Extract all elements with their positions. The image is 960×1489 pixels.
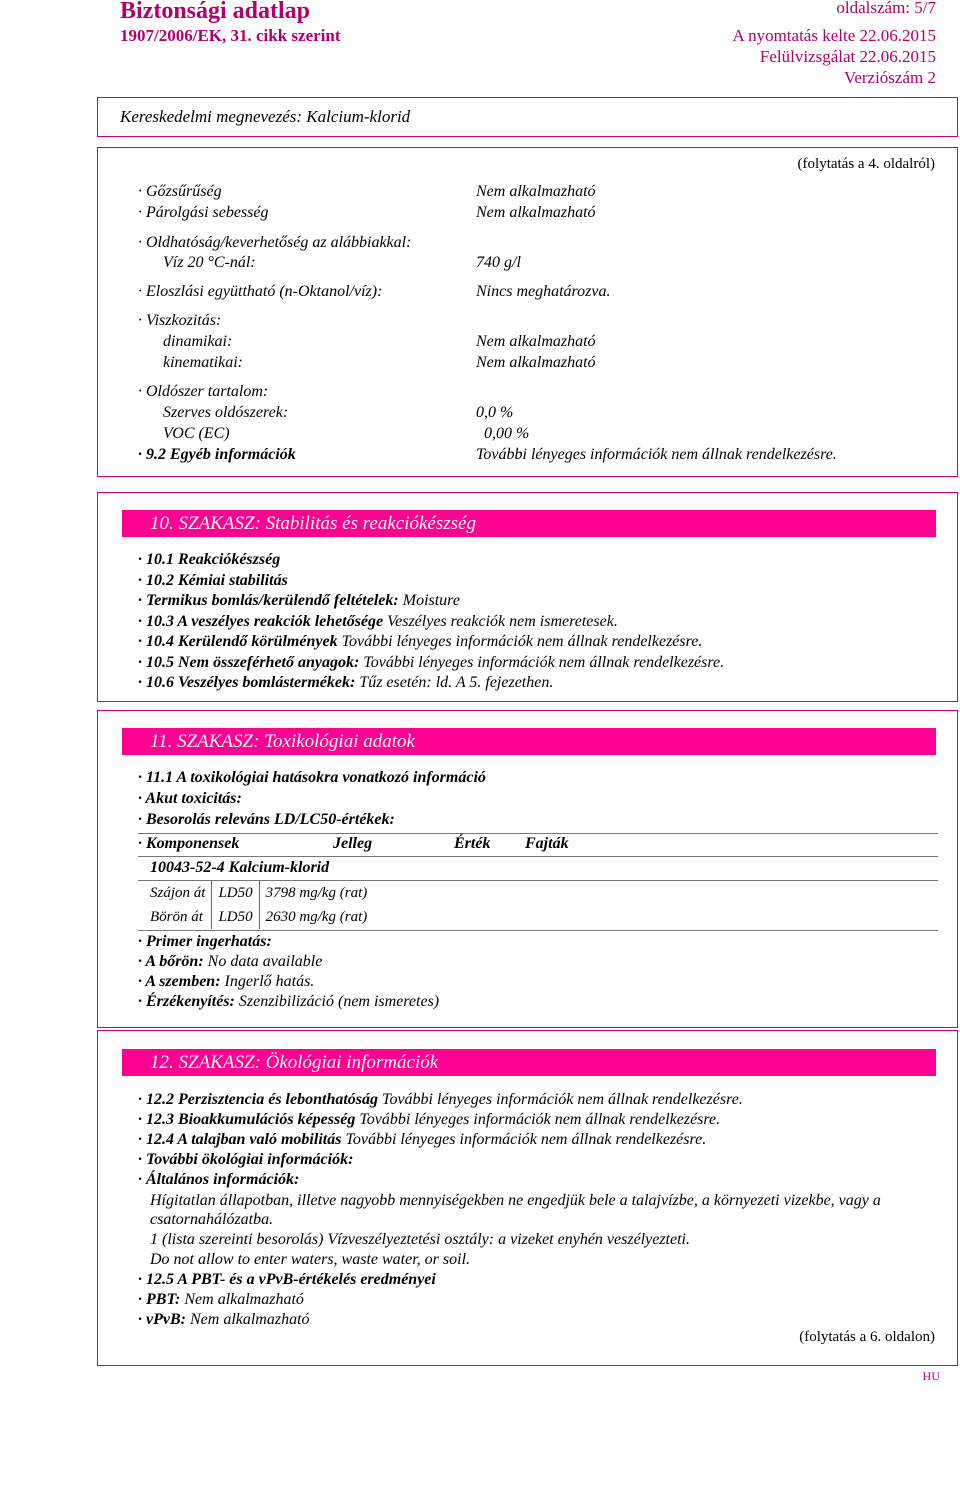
section10-line-value: Moisture xyxy=(398,592,460,609)
document-title: Biztonsági adatlap xyxy=(120,0,311,24)
section10-line-label: · 10.3 A veszélyes reakciók lehetősége xyxy=(138,612,384,630)
section10-line xyxy=(138,592,460,610)
section10-line-label: · 10.4 Kerülendő körülmények xyxy=(138,633,338,650)
table-header-type: Jelleg xyxy=(333,835,373,852)
table-bottom-rule xyxy=(138,930,938,931)
skin-label: · A bőrön: xyxy=(138,953,204,970)
table-header-rule xyxy=(138,856,938,857)
page-number: oldalszám: 5/7 xyxy=(836,0,936,17)
section10-line xyxy=(138,654,724,672)
organic-solvent-value: 0,0 % xyxy=(476,404,514,421)
table-header-components: · Komponensek xyxy=(138,835,240,852)
table-row xyxy=(150,881,373,905)
pbt-assessment-label: · 12.5 A PBT- és a vPvB-értékelés eredményei xyxy=(138,1271,436,1288)
section10-line xyxy=(138,551,280,569)
bioaccumulation-line xyxy=(138,1111,720,1129)
pbt-label: · PBT: xyxy=(138,1291,181,1308)
language-code: HU xyxy=(922,1369,940,1383)
vapour-density-label: · Gőzsűrűség xyxy=(138,183,222,200)
table-header-species: Fajták xyxy=(525,835,569,852)
sensitisation-line xyxy=(138,993,439,1011)
section10-box xyxy=(97,492,958,702)
persistence-line xyxy=(138,1091,743,1109)
persistence-value: További lényeges információk nem állnak rendelkezésre. xyxy=(378,1091,743,1108)
toxicity-table xyxy=(150,881,373,929)
other-info-value: További lényeges információk nem állnak rendelkezésre. xyxy=(476,446,837,463)
kinematic-label: kinematikai: xyxy=(163,354,243,371)
dynamic-label: dinamikai: xyxy=(163,333,233,350)
ld-values-label: · Besorolás releváns LD/LC50-értékek: xyxy=(138,811,395,828)
trade-name-box xyxy=(97,97,958,137)
voc-label: VOC (EC) xyxy=(163,425,230,442)
section10-line-value: További lényeges információk nem állnak rendelkezésre. xyxy=(337,633,703,650)
section10-line-label: · 10.1 Reakciókészség xyxy=(138,551,281,568)
primary-irritation-label: · Primer ingerhatás: xyxy=(138,933,272,950)
solubility-label: · Oldhatóság/keverhetőség az alábbiakkal: xyxy=(138,234,412,251)
section12-box xyxy=(97,1030,958,1366)
section9-box xyxy=(97,147,958,477)
skin-line xyxy=(138,953,322,971)
section12-title: 12. SZAKASZ: Ökológiai információk xyxy=(122,1049,936,1076)
section10-line xyxy=(138,613,618,631)
section10-line xyxy=(138,674,553,692)
continued-on: (folytatás a 6. oldalon) xyxy=(799,1329,935,1345)
section10-line-label: · Termikus bomlás/kerülendő feltételek: xyxy=(138,592,399,609)
section10-line xyxy=(138,633,702,651)
evaporation-value: Nem alkalmazható xyxy=(476,204,596,221)
eye-line xyxy=(138,973,314,991)
tox-info-label: · 11.1 A toxikológiai hatásokra vonatkozó információ xyxy=(138,769,486,786)
component-name: 10043-52-4 Kalcium-klorid xyxy=(150,859,330,876)
section10-line-value: Tűz esetén: ld. A 5. fejezethen. xyxy=(355,674,554,691)
acute-toxicity-label: · Akut toxicitás: xyxy=(138,790,242,807)
continued-from: (folytatás a 4. oldalról) xyxy=(797,156,935,172)
general-info-text-2: 1 (lista szereinti besorolás) Vízveszélyeztetési osztály: a vizeket enyhén veszélyezteti. xyxy=(150,1231,690,1248)
section10-line-label: · 10.5 Nem összeférhető anyagok: xyxy=(138,653,360,671)
evaporation-label: · Párolgási sebesség xyxy=(138,204,269,221)
pbt-line xyxy=(138,1291,304,1309)
voc-value: 0,00 % xyxy=(484,425,530,442)
mobility-label: · 12.4 A talajban való mobilitás xyxy=(138,1131,342,1148)
further-eco-label: · További ökológiai információk: xyxy=(138,1151,354,1168)
general-info-label: · Általános információk: xyxy=(138,1171,300,1188)
partition-label: · Eloszlási együttható (n-Oktanol/víz): xyxy=(138,283,383,300)
route-cell: Szájon át xyxy=(150,881,212,905)
solvent-label: · Oldószer tartalom: xyxy=(138,383,269,400)
vapour-density-value: Nem alkalmazható xyxy=(476,183,596,200)
eye-label: · A szemben: xyxy=(138,973,221,990)
water-value: 740 g/l xyxy=(476,254,521,271)
value-cell: 3798 mg/kg (rat) xyxy=(265,884,368,901)
viscosity-label: · Viszkozitás: xyxy=(138,312,222,329)
section10-line xyxy=(138,572,288,590)
type-cell: LD50 xyxy=(212,905,259,929)
version-number: Verziószám 2 xyxy=(843,68,936,87)
print-date: A nyomtatás kelte 22.06.2015 xyxy=(732,26,936,45)
dynamic-value: Nem alkalmazható xyxy=(476,333,596,350)
section10-line-label: · 10.2 Kémiai stabilitás xyxy=(138,571,288,589)
general-info-text-1: Hígitatlan állapotban, illetve nagyobb mennyiségekben ne engedjük bele a talajvízbe, a környezeti vizekbe, vagy a csatornahálózatba. xyxy=(150,1192,881,1228)
other-info-label: · 9.2 Egyéb információk xyxy=(138,446,296,463)
section10-line-label: · 10.6 Veszélyes bomlástermékek: xyxy=(138,674,356,691)
vpvb-line xyxy=(138,1311,310,1329)
bioaccumulation-value: További lényeges információk nem állnak rendelkezésre. xyxy=(355,1111,721,1128)
value-cell: 2630 mg/kg (rat) xyxy=(265,908,368,925)
regulation-reference: 1907/2006/EK, 31. cikk szerint xyxy=(120,26,341,45)
table-row xyxy=(150,905,373,929)
section11-box xyxy=(97,710,958,1028)
trade-name: Kereskedelmi megnevezés: Kalcium-klorid xyxy=(120,107,411,126)
pbt-value: Nem alkalmazható xyxy=(180,1291,304,1308)
table-header-value: Érték xyxy=(454,835,491,852)
vpvb-label: · vPvB: xyxy=(138,1311,186,1328)
section10-line-value: Veszélyes reakciók nem ismeretesek. xyxy=(383,612,618,630)
water-label: Víz 20 °C-nál: xyxy=(163,254,256,271)
sensitisation-value: Szenzibilizáció (nem ismeretes) xyxy=(234,993,440,1010)
section11-title: 11. SZAKASZ: Toxikológiai adatok xyxy=(122,728,936,755)
organic-solvent-label: Szerves oldószerek: xyxy=(163,404,289,421)
bioaccumulation-label: · 12.3 Bioakkumulációs képesség xyxy=(138,1111,356,1128)
section10-line-value: További lényeges információk nem állnak rendelkezésre. xyxy=(359,653,725,671)
persistence-label: · 12.2 Perzisztencia és lebonthatóság xyxy=(138,1091,379,1108)
general-info-text-3: Do not allow to enter waters, waste water, or soil. xyxy=(150,1251,471,1268)
eye-value: Ingerlő hatás. xyxy=(220,973,315,990)
route-cell: Börön át xyxy=(150,905,212,929)
mobility-line xyxy=(138,1131,706,1149)
section10-title: 10. SZAKASZ: Stabilitás és reakciókészség xyxy=(122,510,936,537)
sensitisation-label: · Érzékenyítés: xyxy=(138,993,235,1010)
mobility-value: További lényeges információk nem állnak rendelkezésre. xyxy=(341,1131,707,1148)
kinematic-value: Nem alkalmazható xyxy=(476,354,596,371)
type-cell: LD50 xyxy=(212,881,259,905)
vpvb-value: Nem alkalmazható xyxy=(185,1311,310,1328)
table-top-rule xyxy=(138,833,938,834)
skin-value: No data available xyxy=(203,953,323,970)
revision-date: Felülvizsgálat 22.06.2015 xyxy=(759,47,936,66)
partition-value: Nincs meghatározva. xyxy=(476,283,611,300)
